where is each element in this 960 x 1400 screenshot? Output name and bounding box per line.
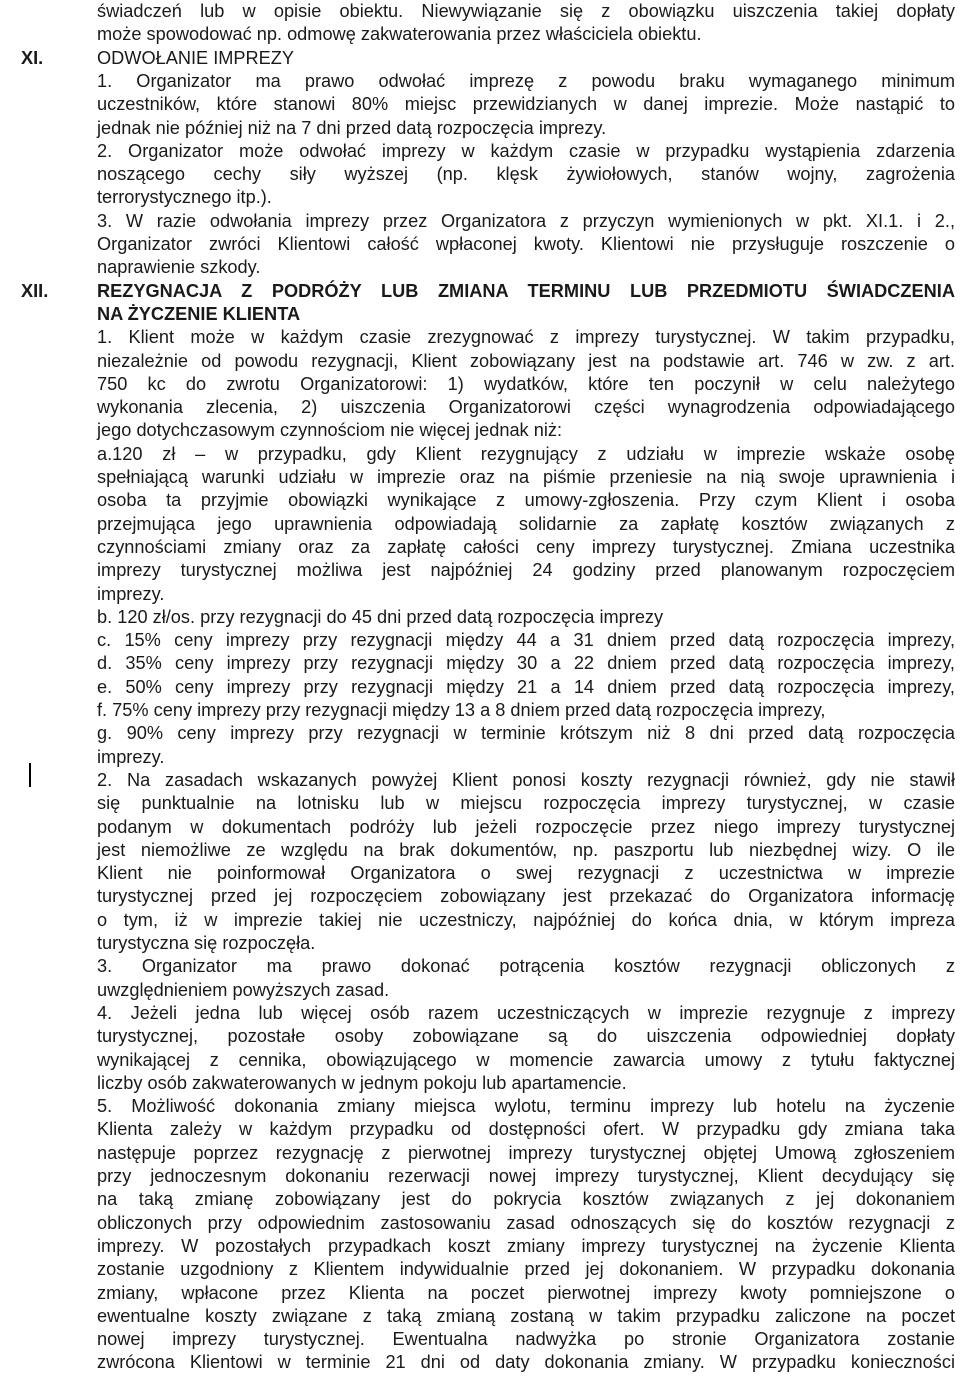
- text-line: jego dotychczasowym czynnościom nie więcej jednak niż:: [97, 420, 563, 441]
- section-number: XII.: [21, 280, 49, 301]
- text-line: turystyczna się rozpoczęła.: [97, 933, 316, 953]
- section-heading-line: REZYGNACJA Z PODRÓŻY LUB ZMIANA TERMINU LUB PRZEDMIOTU ŚWIADCZENIA: [97, 280, 955, 301]
- text-line: obliczonych przy odpowiednim zastosowaniu zasad odnoszących się do kosztów rezygnacji z: [97, 1212, 955, 1233]
- text-line: 2. Organizator może odwołać imprezy w każdym czasie w przypadku wystąpienia zdarzenia: [97, 140, 955, 161]
- text-line: imprezy.: [97, 746, 165, 767]
- text-line: jednak nie później niż na 7 dni przed datą rozpoczęcia imprezy.: [97, 117, 607, 138]
- text-line: imprezy. W pozostałych przypadkach koszt zmiany imprezy turystycznej na życzenie Klienta: [97, 1235, 955, 1256]
- text-line: terrorystycznego itp.).: [97, 187, 272, 208]
- text-line: zostanie uzgodniony z Klientem indywidualnie przed jej dokonaniem. W przypadku dokonania: [97, 1259, 955, 1280]
- text-line: imprezy turystycznej możliwa jest najpóźniej 24 godziny przed planowanym rozpoczęciem: [97, 560, 955, 581]
- text-line: wynikającej z cennika, obowiązującego w momencie zawarcia umowy z tytułu faktycznej: [97, 1049, 955, 1070]
- text-line: przy jednoczesnym dokonaniu rezerwacji nowej imprezy turystycznej, Klient decydujący się: [97, 1166, 955, 1186]
- text-line: na taką zmianę zobowiązany jest do pokrycia kosztów związanych z jej dokonaniem: [97, 1189, 955, 1210]
- text-line: może spowodować np. odmowę zakwaterowania przez właściciela obiektu.: [97, 24, 702, 45]
- text-line: o tym, iż w imprezie takiej nie uczestniczy, najpóźniej do końca dnia, w którym impreza: [97, 909, 955, 930]
- text-line: następuje poprzez rezygnację z pierwotnej imprezy turystycznej objętej Umową zgłoszeniem: [97, 1142, 955, 1163]
- text-line: uczestników, które stanowi 80% miejsc przewidzianych w danej imprezie. Może nastąpić to: [97, 94, 955, 115]
- text-line: czynnościami zmiany oraz za zapłatę całości ceny imprezy turystycznej. Zmiana uczestnika: [97, 536, 955, 557]
- text-line: jest niemożliwe ze względu na brak dokumentów, np. paszportu lub niezbędnej wizy. O ile: [97, 839, 955, 860]
- text-line: zmiany, wpłacone przez Klienta na poczet pierwotnej imprezy kwoty pomniejszone o: [97, 1282, 955, 1303]
- text-line: imprezy.: [97, 583, 165, 604]
- text-line: 3. W razie odwołania imprezy przez Organizatora z przyczyn wymienionych w pkt. XI.1. i 2.,: [97, 210, 955, 231]
- text-line: podanym w dokumentach podróży lub jeżeli rozpoczęcie przez niego imprezy turystycznej: [97, 816, 955, 837]
- text-line: e. 50% ceny imprezy przy rezygnacji między 21 a 14 dniem przed datą rozpoczęcia imprezy,: [97, 676, 955, 697]
- text-line: 750 kc do zwrotu Organizatorowi: 1) wydatków, które ten poczynił w celu należytego: [97, 373, 955, 394]
- text-line: zwrócona Klientowi w terminie 21 dni od daty dokonania zmiany. W przypadku konieczności: [97, 1352, 955, 1373]
- text-line: 4. Jeżeli jedna lub więcej osób razem uczestniczących w imprezie rezygnuje z imprezy: [97, 1002, 955, 1023]
- text-line: Organizator zwróci Klientowi całość wpłaconej kwoty. Klientowi nie przysługuje roszczenie o: [97, 234, 955, 254]
- margin-change-bar: [29, 763, 31, 787]
- section-heading-line: ODWOŁANIE IMPREZY: [97, 47, 295, 68]
- text-line: turystycznej, pozostałe osoby zobowiązane są do uiszczenia odpowiedniej dopłaty: [97, 1026, 955, 1047]
- text-line: przejmująca jego uprawnienia odpowiadają solidarnie za zapłatę kosztów związanych z: [97, 513, 955, 534]
- text-line: a.120 zł – w przypadku, gdy Klient rezygnujący z udziału w imprezie wskaże osobę: [97, 443, 955, 464]
- text-line: Klienta zależy w każdym przypadku od dostępności ofert. W przypadku gdy zmiana taka: [97, 1119, 955, 1140]
- text-line: 2. Na zasadach wskazanych powyżej Klient ponosi koszty rezygnacji również, gdy nie stawił: [97, 769, 955, 790]
- text-line: się punktualnie na lotnisku lub w miejscu rozpoczęcia imprezy turystycznej, w czasie: [97, 793, 955, 814]
- text-line: d. 35% ceny imprezy przy rezygnacji między 30 a 22 dniem przed datą rozpoczęcia imprezy,: [97, 653, 955, 674]
- text-line: f. 75% ceny imprezy przy rezygnacji między 13 a 8 dniem przed datą rozpoczęcia imprezy,: [97, 700, 826, 720]
- section-number: XI.: [21, 47, 44, 68]
- section-heading-line: NA ŻYCZENIE KLIENTA: [97, 303, 301, 324]
- text-line: 1. Organizator ma prawo odwołać imprezę z powodu braku wymaganego minimum: [97, 70, 955, 91]
- text-line: 3. Organizator ma prawo dokonać potrącenia kosztów rezygnacji obliczonych z: [97, 956, 955, 977]
- text-line: liczby osób zakwaterowanych w jednym pokoju lub apartamencie.: [97, 1072, 627, 1093]
- text-line: turystycznej przed jej rozpoczęciem zobowiązany jest przekazać do Organizatora informację: [97, 886, 955, 907]
- text-line: Klient nie poinformował Organizatora o swej rezygnacji z uczestnictwa w imprezie: [97, 863, 955, 884]
- text-line: naprawienie szkody.: [97, 257, 261, 278]
- text-line: g. 90% ceny imprezy przy rezygnacji w terminie krótszym niż 8 dni przed datą rozpoczęcia: [97, 723, 955, 744]
- text-line: spełniającą warunki udziału w imprezie oraz na piśmie przeniesie na nią swoje uprawnienia i: [97, 467, 955, 487]
- text-line: ewentualne koszty związane z taką zmianą zostaną w takim przypadku zaliczone na poczet: [97, 1305, 955, 1326]
- text-line: uwzględnieniem powyższych zasad.: [97, 979, 390, 1000]
- text-line: noszącego cechy siły wyższej (np. klęsk żywiołowych, stanów wojny, zagrożenia: [97, 164, 955, 185]
- text-line: 1. Klient może w każdym czasie zrezygnować z imprezy turystycznej. W takim przypadku,: [97, 327, 955, 348]
- text-line: c. 15% ceny imprezy przy rezygnacji między 44 a 31 dniem przed datą rozpoczęcia imprezy,: [97, 630, 955, 651]
- text-line: świadczeń lub w opisie obiektu. Niewywiązanie się z obowiązku uiszczenia takiej dopłaty: [97, 1, 955, 21]
- text-line: osoba ta przyjmie obowiązki wynikające z umowy-zgłoszenia. Przy czym Klient i osoba: [97, 490, 955, 511]
- text-line: b. 120 zł/os. przy rezygnacji do 45 dni przed datą rozpoczęcia imprezy: [97, 606, 664, 627]
- text-line: wykonania zlecenia, 2) uiszczenia Organizatorowi części wynagrodzenia odpowiadającego: [97, 397, 955, 418]
- text-line: 5. Możliwość dokonania zmiany miejsca wylotu, terminu imprezy lub hotelu na życzenie: [97, 1096, 955, 1117]
- text-line: nowej imprezy turystycznej. Ewentualna nadwyżka po stronie Organizatora zostanie: [97, 1329, 955, 1350]
- text-line: niezależnie od powodu rezygnacji, Klient zobowiązany jest na podstawie art. 746 w zw. z art.: [97, 350, 955, 371]
